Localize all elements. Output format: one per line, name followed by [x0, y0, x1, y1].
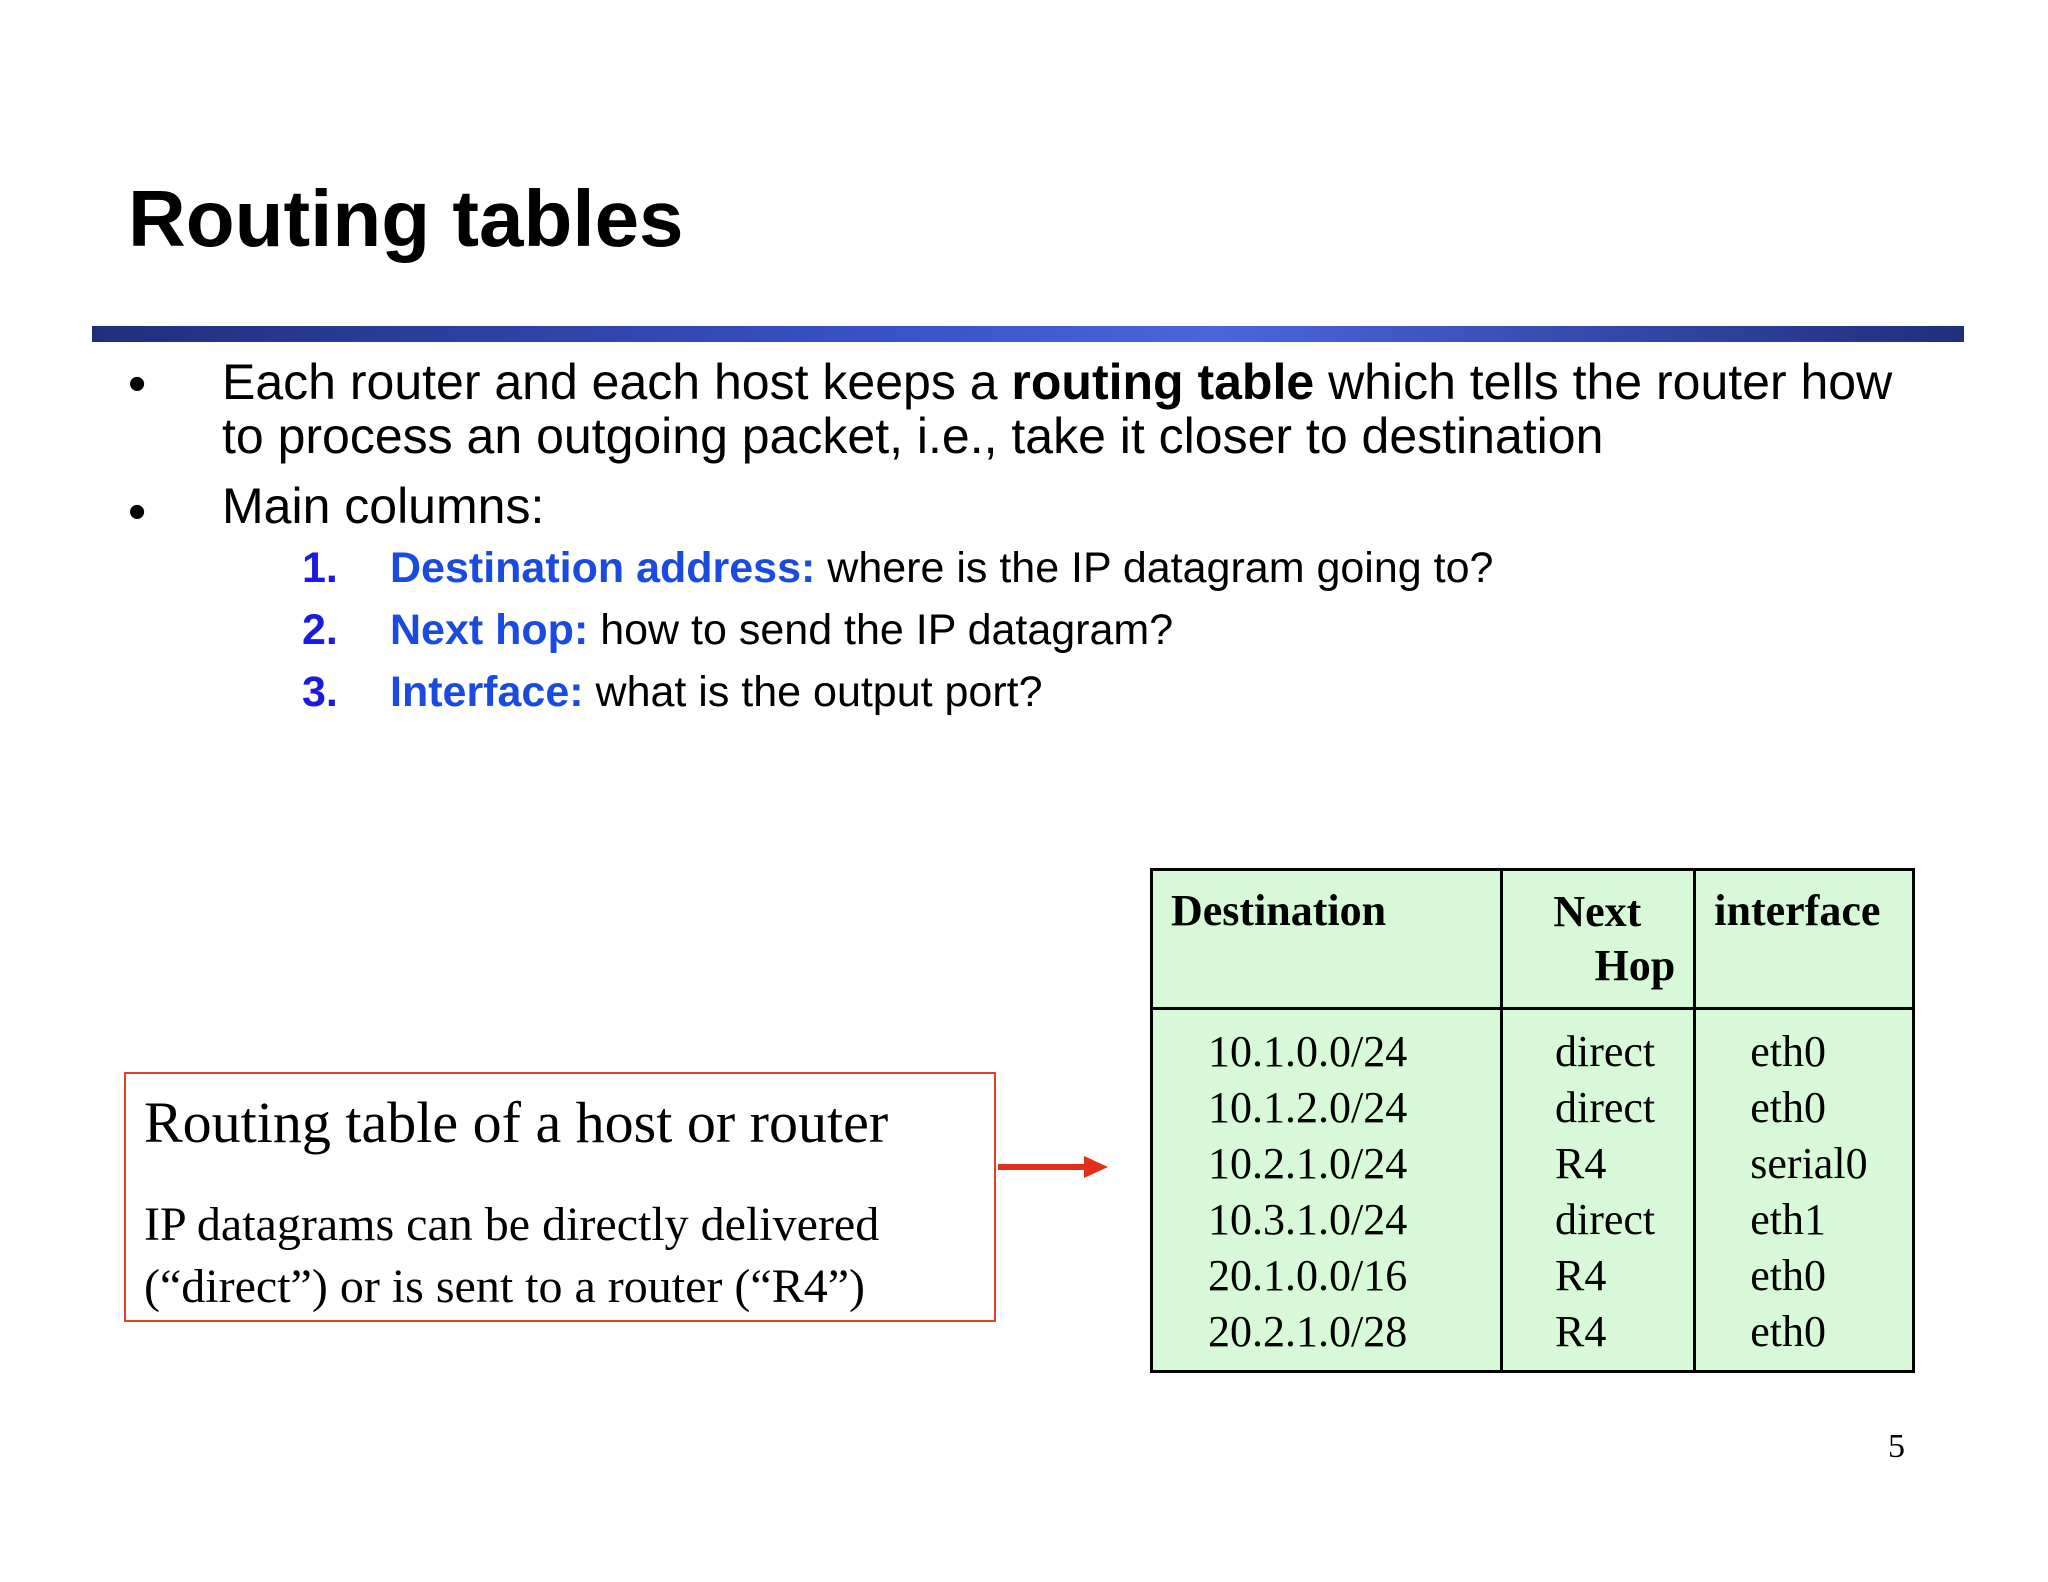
- callout-line-2: (“direct”) or is sent to a router (“R4”): [144, 1260, 866, 1313]
- table-cell: eth0: [1750, 1027, 1827, 1076]
- item-term: Interface:: [390, 668, 584, 716]
- numbered-item: [302, 545, 1493, 592]
- table-cell: R4: [1554, 1307, 1607, 1356]
- header-next-hop: [1501, 870, 1694, 1009]
- item-number: 3.: [302, 668, 338, 716]
- item-number: 1.: [302, 544, 338, 592]
- table-cell: eth0: [1750, 1083, 1827, 1132]
- page-number: 5: [1888, 1428, 1905, 1465]
- table-cell: serial0: [1750, 1139, 1868, 1188]
- callout-title: Routing table of a host or router: [144, 1090, 889, 1155]
- table-body: [1152, 1009, 1914, 1372]
- header-interface: interface: [1695, 870, 1914, 1009]
- item-number: 2.: [302, 606, 338, 654]
- slide-title: Routing tables: [128, 174, 684, 263]
- header-next-hop-line2: Hop: [1594, 941, 1676, 990]
- destination-column: [1152, 1009, 1502, 1372]
- table-cell: 20.2.1.0/28: [1208, 1307, 1408, 1356]
- routing-table: [1150, 868, 1915, 1373]
- table-cell: direct: [1554, 1083, 1656, 1132]
- item-term: Next hop:: [390, 606, 589, 654]
- table-cell: eth0: [1750, 1307, 1827, 1356]
- table-header-row: [1152, 870, 1914, 1009]
- bullet-routing-table: [222, 355, 1922, 463]
- bullet-marker: •: [128, 355, 147, 413]
- interface-column: [1695, 1009, 1914, 1372]
- callout-body: [144, 1194, 879, 1318]
- table-cell: 10.2.1.0/24: [1208, 1139, 1408, 1188]
- table-cell: eth0: [1750, 1251, 1827, 1300]
- table-cell: eth1: [1750, 1195, 1827, 1244]
- item-term: Destination address:: [390, 544, 816, 592]
- table-cell: 10.1.0.0/24: [1208, 1027, 1408, 1076]
- callout-line-1: IP datagrams can be directly delivered: [144, 1198, 880, 1251]
- numbered-item: [302, 607, 1173, 654]
- item-description: how to send the IP datagram?: [588, 606, 1174, 654]
- table-cell: 20.1.0.0/16: [1208, 1251, 1408, 1300]
- header-destination: Destination: [1152, 870, 1502, 1009]
- item-description: what is the output port?: [583, 668, 1043, 716]
- table-cell: R4: [1554, 1139, 1607, 1188]
- bullet-text-after: which tells the router how to process an outgoing packet, i.e., take it closer to destination: [222, 354, 1893, 464]
- bullet-main-columns: Main columns:: [222, 478, 545, 534]
- title-divider: [92, 326, 1964, 342]
- numbered-item: [302, 669, 1043, 716]
- callout-box: [124, 1072, 996, 1322]
- table-cell: direct: [1554, 1195, 1656, 1244]
- table-cell: 10.1.2.0/24: [1208, 1083, 1408, 1132]
- arrow-right-icon: [998, 1152, 1110, 1182]
- table-cell: 10.3.1.0/24: [1208, 1195, 1408, 1244]
- bullet-bold-term: routing table: [1011, 354, 1315, 410]
- table-cell: direct: [1554, 1027, 1656, 1076]
- table-cell: R4: [1554, 1251, 1607, 1300]
- bullet-text-before: Each router and each host keeps a: [222, 354, 1012, 410]
- item-description: where is the IP datagram going to?: [815, 544, 1494, 592]
- bullet-marker: •: [128, 483, 147, 541]
- header-next-hop-line1: Next: [1553, 887, 1642, 936]
- next-hop-column: [1501, 1009, 1694, 1372]
